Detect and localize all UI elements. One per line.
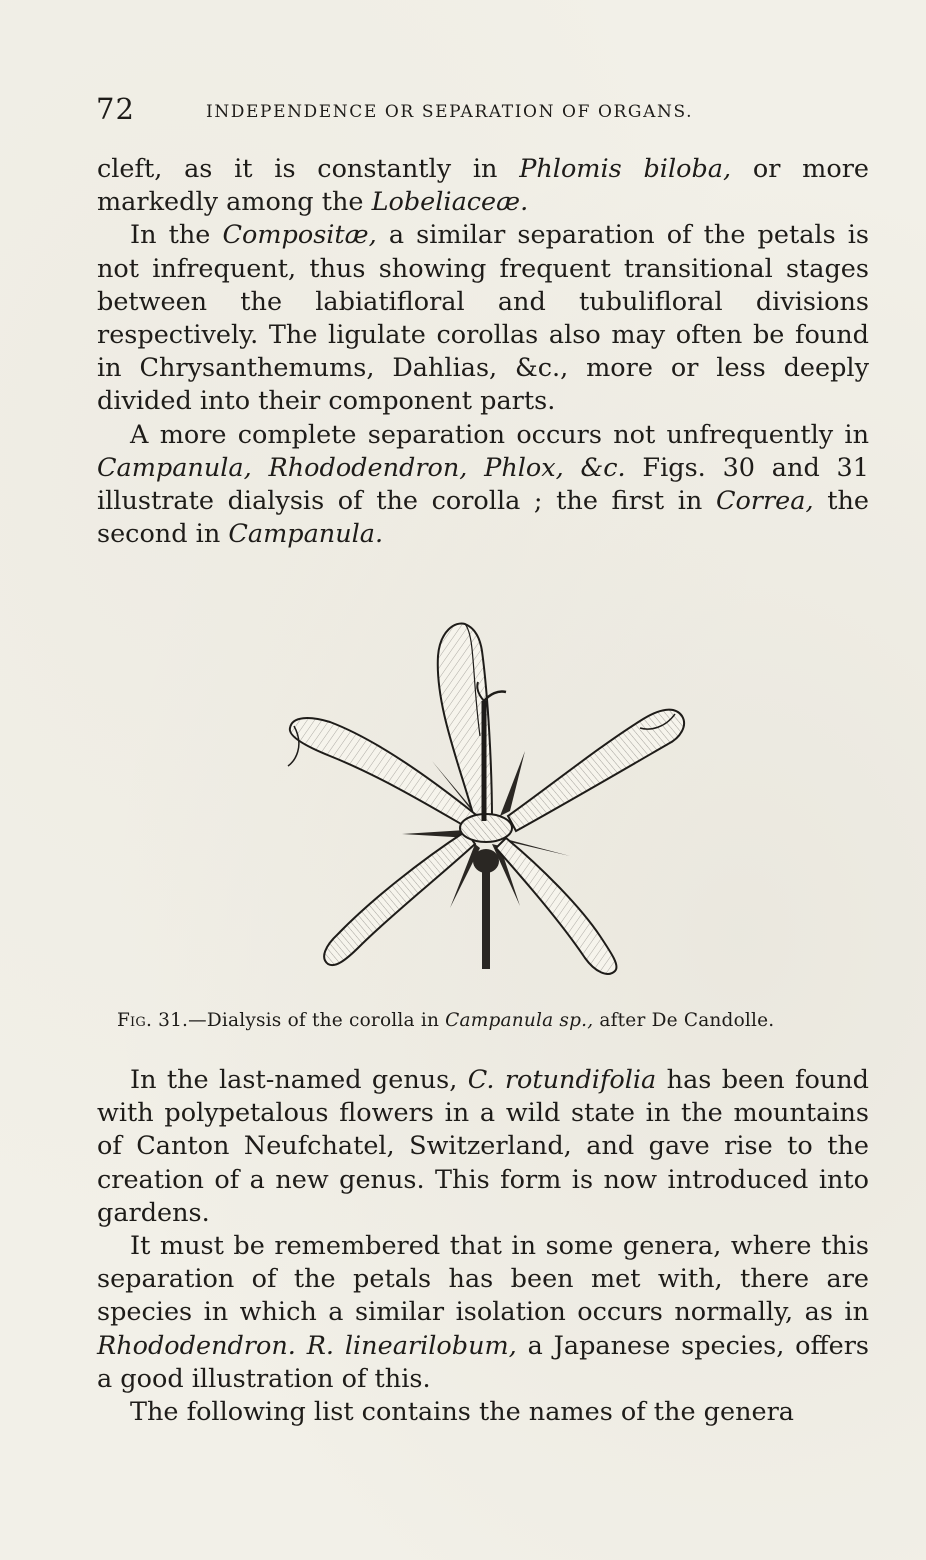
text-run: or more markedly among the [97, 154, 869, 218]
italic-run: R. linearilobum, [306, 1330, 517, 1361]
italic-run: C. rotundifolia [467, 1065, 657, 1095]
page-header [96, 92, 866, 132]
petal-lower-right [496, 838, 617, 974]
italic-run: Rhododendron. [97, 1330, 296, 1361]
text-block-top [97, 153, 869, 551]
text-run [296, 1331, 307, 1361]
italic-run: Campanula. [228, 519, 384, 550]
paragraph-cleft [97, 153, 869, 219]
text-run: In the last-named genus, [130, 1065, 468, 1095]
italic-run: Phlomis biloba, [519, 154, 732, 184]
caption-text: —Dialysis of the corolla in [188, 1010, 446, 1031]
paragraph-complete-separation [97, 419, 869, 552]
ovary [473, 849, 499, 873]
running-head: INDEPENDENCE OR SEPARATION OF ORGANS. [206, 102, 694, 122]
italic-run: Compositæ, [222, 220, 377, 251]
text-run: has been found with polypetalous flowers in a wild state in the mountains of Canton Neufchatel, Switzerland, and gave rise to the creation of a new genus. This form is now introduced into gardens. [97, 1065, 869, 1228]
figure-label: Fig. 31. [117, 1010, 189, 1031]
paragraph-compositae [97, 219, 869, 418]
paragraph-following-list [97, 1396, 869, 1429]
campanula-flower-engraving [270, 616, 710, 986]
petal-left [288, 718, 475, 828]
text-run: Figs. 30 and 31 illustrate dialysis of the corolla ; the first in [97, 452, 869, 517]
text-run: a similar separation of the petals is not infrequent, thus showing frequent transitional stages between the labiatifloral and tubulifloral divisions respectively. The ligulate corollas also may often be found in Chrysanthemums, Dahlias, &c., more or less deeply divided into their component parts. [97, 220, 869, 417]
figure-31-illustration [270, 616, 710, 986]
text-run: It must be remembered that in some genera, where this separation of the petals has been met with, there are species in which a similar isolation occurs normally, as in [97, 1231, 869, 1328]
text-run: a Japanese species, offers a good illustration of this. [97, 1330, 870, 1394]
text-run: In the [130, 220, 223, 251]
figure-caption [117, 1010, 877, 1031]
page-number: 72 [96, 92, 135, 126]
text-run: cleft, as it is constantly in [97, 154, 520, 184]
petal-upper-right [508, 710, 684, 831]
text-run: The following list contains the names of the genera [130, 1397, 794, 1428]
paragraph-rotundifolia [97, 1064, 869, 1230]
text-run: A more complete separation occurs not unfrequently in [130, 419, 869, 450]
paragraph-remembered [97, 1230, 869, 1396]
italic-run: Lobeliaceæ. [371, 187, 529, 218]
text-run: the second in [97, 486, 869, 550]
petal-lower-left [324, 831, 475, 965]
text-block-bottom [97, 1064, 869, 1429]
caption-text: after De Candolle. [593, 1010, 775, 1031]
italic-run: Campanula, Rhododendron, Phlox, &c. [97, 452, 626, 483]
caption-italic: Campanula sp., [445, 1010, 594, 1031]
italic-run: Correa, [715, 486, 814, 517]
